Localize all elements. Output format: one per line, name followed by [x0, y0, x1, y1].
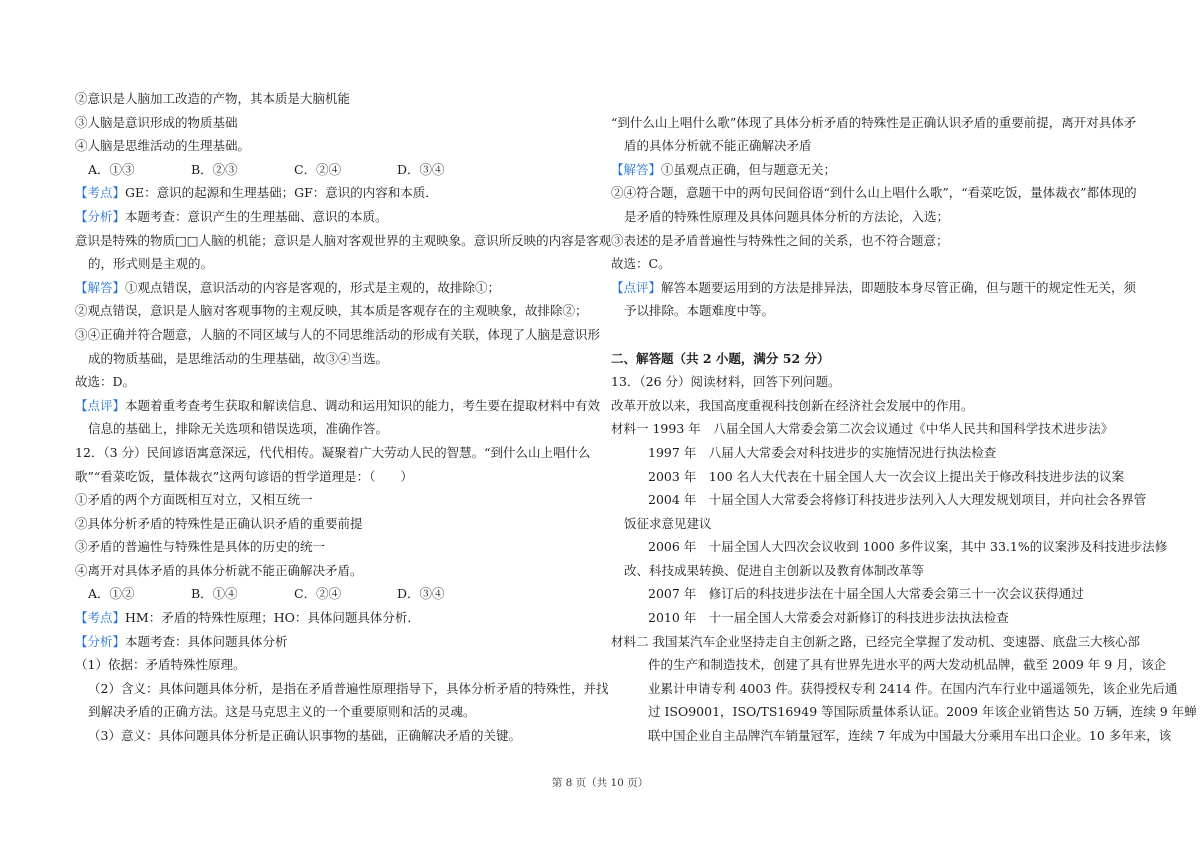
- statement: ④离开对具体矛盾的具体分析就不能正确解决矛盾。: [75, 562, 363, 578]
- text-line: 过 ISO9001，ISO/TS16949 等国际质量体系认证。2009 年该企业销售达 50 万辆，连续 9 年蝉: [648, 704, 1197, 720]
- text-line: 业累计申请专利 4003 件。获得授权专利 2414 件。在国内汽车行业中遥遥领先，该企业先后通: [648, 680, 1178, 696]
- dianping-tag: 【点评】: [75, 397, 126, 413]
- text-line: 信息的基础上，排除无关选项和错误选项，准确作答。: [88, 421, 389, 437]
- statement: ③矛盾的普遍性与特殊性是具体的历史的统一: [75, 539, 326, 555]
- q11-options: [75, 158, 595, 182]
- q11-kaodian: [75, 181, 595, 205]
- right-column: [611, 87, 1197, 748]
- q13-intro: 改革开放以来，我国高度重视科技创新在经济社会发展中的作用。: [611, 397, 974, 413]
- fenxi-text: 本题考查：意识产生的生理基础、意识的本质。: [125, 208, 388, 224]
- text-line: 予以排除。本题难度中等。: [624, 303, 775, 319]
- text-line: 故选：C。: [611, 256, 671, 272]
- left-column: [75, 87, 612, 748]
- jieda-tag: 【解答】: [611, 161, 662, 177]
- material-1-entry: 2006 年 十届全国人大四次会议收到 1000 多件议案，其中 33.1%的议案涉及科技进步法修: [648, 539, 1168, 555]
- text-line: ③④正确并符合题意，人脑的不同区域与人的不同思维活动的形成有关联，体现了人脑是意识形: [75, 326, 601, 342]
- section-title: 二、解答题（共 2 小题，满分 52 分）: [611, 350, 830, 366]
- text-line: （3）意义：具体问题具体分析是正确认识事物的基础，正确解决矛盾的关键。: [88, 728, 521, 744]
- material-1-entry: 2010 年 十一届全国人大常委会对新修订的科技进步法执法检查: [648, 610, 1009, 626]
- q12-jieda: [611, 158, 1141, 182]
- kaodian-tag: 【考点】: [75, 610, 126, 626]
- material-2: 材料二 我国某汽车企业坚持走自主创新之路，已经完全掌握了发动机、变速器、底盘三大核心部: [611, 633, 1140, 649]
- text-line: ③人脑是意识形成的物质基础: [75, 114, 238, 130]
- text-line: 件的生产和制造技术，创建了具有世界先进水平的两大发动机品牌，截至 2009 年 9 月，该企: [648, 657, 1167, 673]
- text-line: 是矛盾的特殊性原理及具体问题具体分析的方法论，入选；: [624, 208, 950, 224]
- text-line: ②④符合题，意题干中的两句民间俗语“到什么山上唱什么歌”，“看菜吃饭，量体裁衣”都体现的: [611, 185, 1137, 201]
- spacer: [611, 87, 1141, 111]
- q11-jieda: [75, 276, 595, 300]
- text-line: 饭征求意见建议: [624, 515, 712, 531]
- q12-fenxi: [75, 630, 595, 654]
- dianping-tag: 【点评】: [611, 279, 662, 295]
- fenxi-tag: 【分析】: [75, 208, 126, 224]
- jieda-text: ①观点错误，意识活动的内容是客观的，形式是主观的，故排除①；: [125, 279, 501, 295]
- material-1-entry: 1997 年 八届人大常委会对科技进步的实施情况进行执法检查: [648, 444, 997, 460]
- q11-fenxi: [75, 205, 595, 229]
- option-c: C．②④: [294, 586, 342, 602]
- text-line: 联中国企业自主品牌汽车销量冠军，连续 7 年成为中国最大分乘用车出口企业。10 多年来，该: [648, 728, 1172, 744]
- material-1-entry: 2004 年 十届全国人大常委会将修订科技进步法列入人大理发规划项目，并向社会各界管: [648, 492, 1147, 508]
- spacer: [611, 323, 1141, 347]
- option-a: A．①③: [88, 161, 135, 177]
- jieda-text: ①虽观点正确，但与题意无关；: [661, 161, 837, 177]
- q13-stem: 13．（26 分）阅读材料，回答下列问题。: [611, 374, 841, 390]
- text-line: ②意识是人脑加工改造的产物，其本质是大脑机能: [75, 91, 351, 106]
- text-line: 改、科技成果转换、促进自主创新以及教育体制改革等: [624, 562, 925, 578]
- q12-dianping: [611, 276, 1141, 300]
- dianping-text: 本题着重考查考生获取和解读信息、调动和运用知识的能力，考生要在提取材料中有效: [125, 397, 601, 413]
- text-line: 到解决矛盾的正确方法。这是马克思主义的一个重要原则和活的灵魂。: [88, 704, 476, 720]
- kaodian-tag: 【考点】: [75, 185, 126, 201]
- q12-stem: 12．（3 分）民间谚语寓意深远，代代相传。凝聚着广大劳动人民的智慧。“到什么山上唱什么: [75, 444, 591, 460]
- dianping-text: 解答本题要运用到的方法是排异法，即题肢本身尽管正确，但与题干的规定性无关，须: [661, 279, 1137, 295]
- option-b: B．①④: [191, 586, 238, 602]
- text-line: ②观点错误，意识是人脑对客观事物的主观反映，其本质是客观存在的主观映象，故排除②；: [75, 303, 588, 319]
- option-d: D．③④: [397, 586, 445, 602]
- text-line: （1）依据：矛盾特殊性原理。: [75, 657, 246, 673]
- kaodian-text: HM：矛盾的特殊性原理；HO：具体问题具体分析．: [125, 610, 420, 626]
- fenxi-text: 本题考查：具体问题具体分析: [125, 633, 288, 649]
- text-line: ④人脑是思维活动的生理基础。: [75, 138, 251, 154]
- kaodian-text: GE：意识的起源和生理基础；GF：意识的内容和本质．: [125, 185, 438, 201]
- text-line: ③表述的是矛盾普遍性与特殊性之间的关系，也不符合题意；: [611, 232, 949, 248]
- q12-options: [75, 582, 595, 606]
- q11-dianping: [75, 394, 601, 418]
- material-1: 材料一 1993 年 八届全国人大常委会第二次会议通过《中华人民共和国科学技术进步法》: [611, 421, 1114, 437]
- fenxi-tag: 【分析】: [75, 633, 126, 649]
- text-line: “到什么山上唱什么歌”体现了具体分析矛盾的特殊性是正确认识矛盾的重要前提，离开对具体矛: [611, 114, 1137, 130]
- text-line: 盾的具体分析就不能正确解决矛盾: [624, 138, 812, 154]
- statement: ①矛盾的两个方面既相互对立，又相互统一: [75, 492, 313, 508]
- option-a: A．①②: [88, 586, 135, 602]
- text-line: 成的物质基础，是思维活动的生理基础，故③④当选。: [88, 350, 389, 366]
- page-footer: 第 8 页（共 10 页）: [551, 777, 649, 789]
- option-d: D．③④: [397, 161, 445, 177]
- q12-stem: 歌”“看菜吃饭，量体裁衣”这两句谚语的哲学道理是：（ ）: [75, 468, 413, 484]
- text-line: 故选：D。: [75, 374, 136, 390]
- option-c: C．②④: [294, 161, 342, 177]
- text-line: （2）含义：具体问题具体分析，是指在矛盾普遍性原理指导下，具体分析矛盾的特殊性，并找: [88, 680, 609, 696]
- material-1-entry: 2003 年 100 名人大代表在十届全国人大一次会议上提出关于修改科技进步法的议案: [648, 468, 1125, 484]
- text-line: 意识是特殊的物质□□人脑的机能；意识是人脑对客观世界的主观映象。意识所反映的内容是客观: [75, 232, 612, 248]
- statement: ②具体分析矛盾的特殊性是正确认识矛盾的重要前提: [75, 515, 363, 531]
- q12-kaodian: [75, 606, 595, 630]
- material-1-entry: 2007 年 修订后的科技进步法在十届全国人大常委会第三十一次会议获得通过: [648, 586, 1084, 602]
- text-line: 的，形式则是主观的。: [88, 256, 214, 272]
- option-b: B．②③: [191, 161, 238, 177]
- jieda-tag: 【解答】: [75, 279, 126, 295]
